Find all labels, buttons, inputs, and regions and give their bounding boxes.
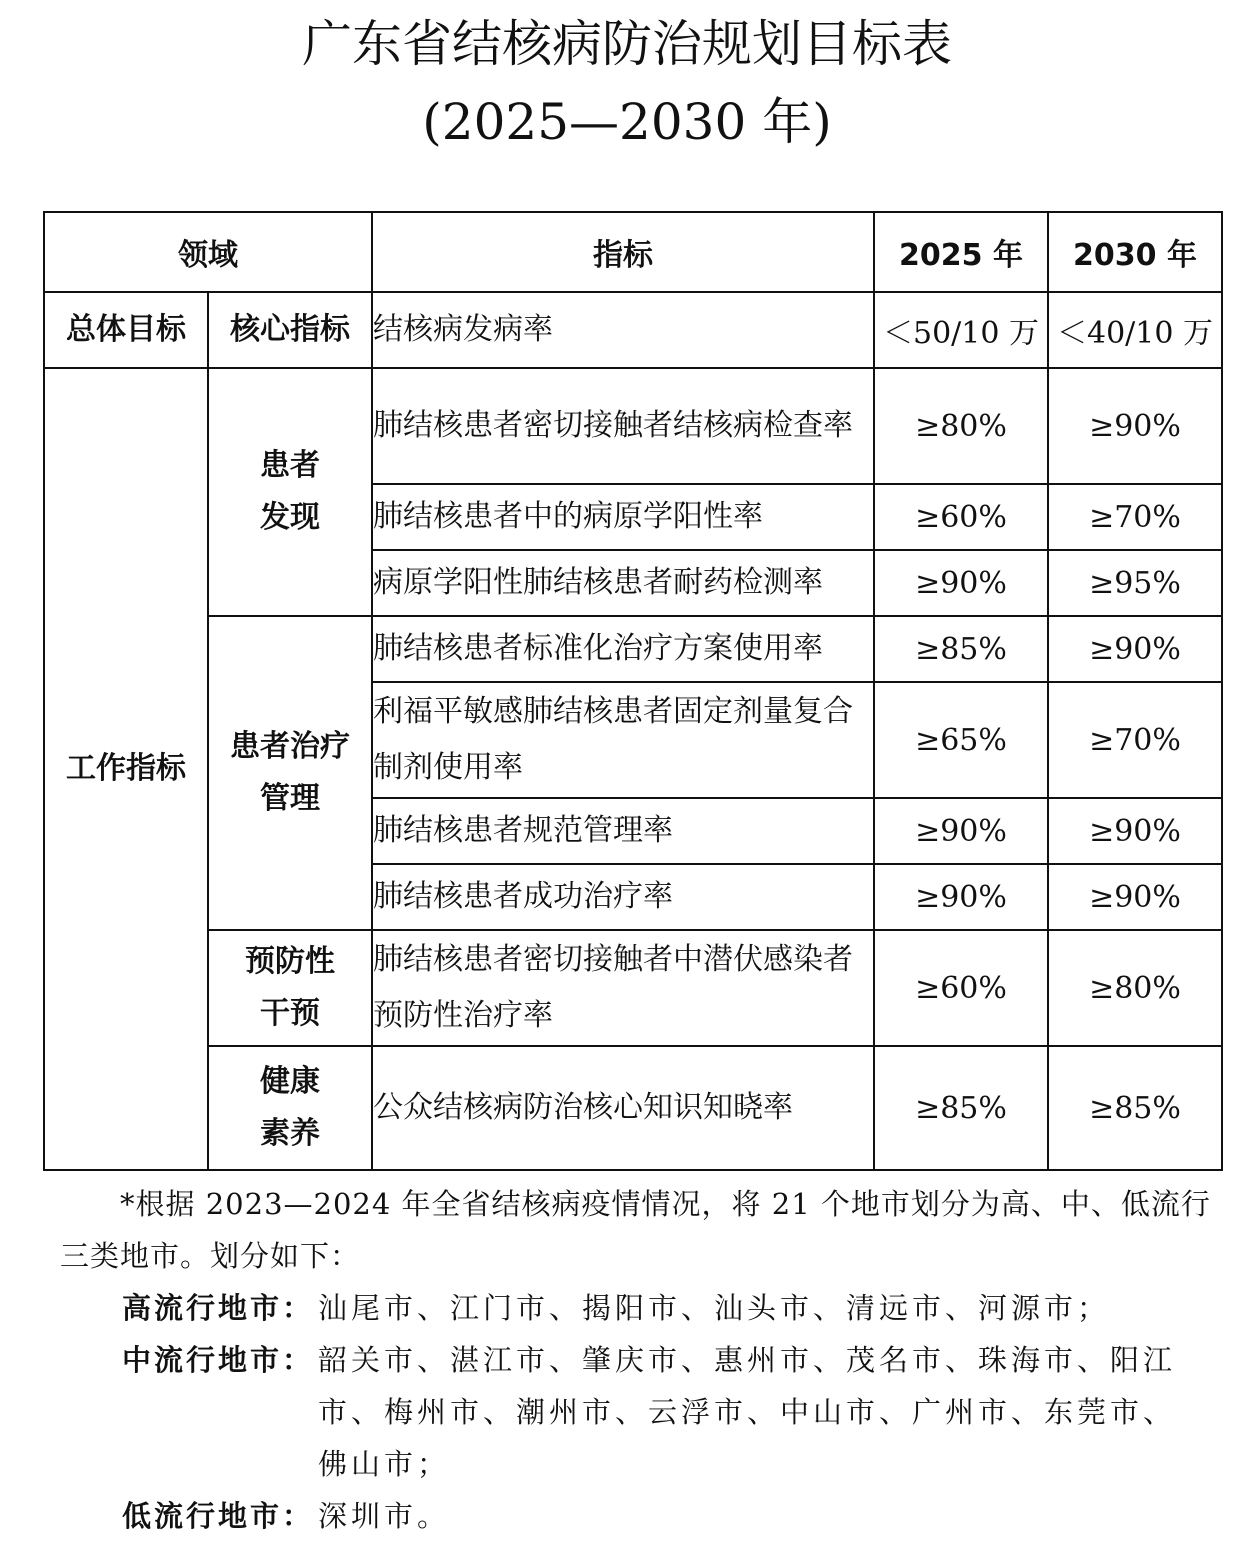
value-2030-cell: ≥90% (1048, 368, 1222, 484)
subgroup-label (208, 368, 372, 616)
subgroup-label-line: 干预 (260, 996, 320, 1031)
indicator-cell: 肺结核患者成功治疗率 (372, 864, 874, 930)
header-indicator: 指标 (372, 212, 874, 292)
subgroup-label (208, 930, 372, 1046)
low-prevalence-label: 低流行地市： (122, 1499, 315, 1533)
subgroup-label-line: 健康 (260, 1064, 320, 1099)
mid-prevalence-cities (0, 1334, 1254, 1490)
value-2030-cell: ≥95% (1048, 550, 1222, 616)
low-prevalence-list: 深圳市。 (318, 1499, 451, 1533)
subgroup-label-line: 预防性 (245, 944, 335, 979)
subgroup-label (208, 1046, 372, 1170)
footnote-intro: *根据 2023—2024 年全省结核病疫情情况，将 21 个地市划分为高、中、低流行三类地市。划分如下： (60, 1187, 1211, 1273)
header-row (44, 212, 1222, 292)
value-2030-cell: ≥90% (1048, 616, 1222, 682)
value-2030-cell: ≥80% (1048, 930, 1222, 1046)
header-domain: 领域 (44, 212, 372, 292)
subgroup-label-line: 患者治疗 (230, 729, 350, 764)
core-indicator-label: 核心指标 (208, 292, 372, 368)
value-2030-cell: ＜40/10 万 (1048, 292, 1222, 368)
subgroup-label-line: 患者 (260, 448, 320, 483)
work-indicator-label: 工作指标 (44, 368, 208, 1170)
mid-prevalence-label: 中流行地市： (122, 1343, 315, 1377)
value-2025-cell: ≥90% (874, 864, 1048, 930)
indicator-cell: 公众结核病防治核心知识知晓率 (372, 1046, 874, 1170)
indicator-cell: 病原学阳性肺结核患者耐药检测率 (372, 550, 874, 616)
indicator-cell: 肺结核患者标准化治疗方案使用率 (372, 616, 874, 682)
indicator-cell: 肺结核患者规范管理率 (372, 798, 874, 864)
header-2030: 2030 年 (1048, 212, 1222, 292)
low-prevalence-cities (0, 1490, 1254, 1542)
value-2025-cell: ≥85% (874, 1046, 1048, 1170)
subgroup-label-line: 发现 (260, 500, 320, 535)
page-title: 广东省结核病防治规划目标表 (302, 15, 952, 73)
plan-target-table (43, 211, 1223, 1171)
value-2025-cell: ≥90% (874, 798, 1048, 864)
value-2025-cell: ≥65% (874, 682, 1048, 798)
table-body (44, 292, 1222, 1170)
high-prevalence-list: 汕尾市、江门市、揭阳市、汕头市、清远市、河源市； (318, 1291, 1111, 1325)
value-2030-cell: ≥90% (1048, 798, 1222, 864)
table-row (44, 292, 1222, 368)
indicator-cell: 肺结核患者密切接触者结核病检查率 (372, 368, 874, 484)
value-2030-cell: ≥70% (1048, 682, 1222, 798)
high-prevalence-label: 高流行地市： (122, 1291, 315, 1325)
table-row (44, 930, 1222, 1046)
indicator-cell: 结核病发病率 (372, 292, 874, 368)
table-row (44, 1046, 1222, 1170)
page-subtitle-years: (2025—2030 年) (422, 93, 832, 151)
header-2025: 2025 年 (874, 212, 1048, 292)
value-2025-cell: ≥80% (874, 368, 1048, 484)
subgroup-label (208, 616, 372, 930)
value-2025-cell: ≥60% (874, 930, 1048, 1046)
table-row (44, 616, 1222, 682)
value-2025-cell: ＜50/10 万 (874, 292, 1048, 368)
value-2030-cell: ≥70% (1048, 484, 1222, 550)
footnote-section (0, 1178, 1254, 1542)
indicator-cell: 肺结核患者密切接触者中潜伏感染者预防性治疗率 (372, 930, 874, 1046)
value-2030-cell: ≥90% (1048, 864, 1222, 930)
value-2030-cell: ≥85% (1048, 1046, 1222, 1170)
high-prevalence-cities (0, 1282, 1254, 1334)
table-row (44, 368, 1222, 484)
mid-prevalence-list: 韶关市、湛江市、肇庆市、惠州市、茂名市、珠海市、阳江市、梅州市、潮州市、云浮市、中山市、广州市、东莞市、佛山市； (318, 1343, 1177, 1481)
subgroup-label-line: 管理 (260, 781, 320, 816)
indicator-cell: 肺结核患者中的病原学阳性率 (372, 484, 874, 550)
indicator-cell: 利福平敏感肺结核患者固定剂量复合制剂使用率 (372, 682, 874, 798)
value-2025-cell: ≥90% (874, 550, 1048, 616)
overall-goal-label: 总体目标 (44, 292, 208, 368)
value-2025-cell: ≥60% (874, 484, 1048, 550)
value-2025-cell: ≥85% (874, 616, 1048, 682)
subgroup-label-line: 素养 (260, 1116, 320, 1151)
